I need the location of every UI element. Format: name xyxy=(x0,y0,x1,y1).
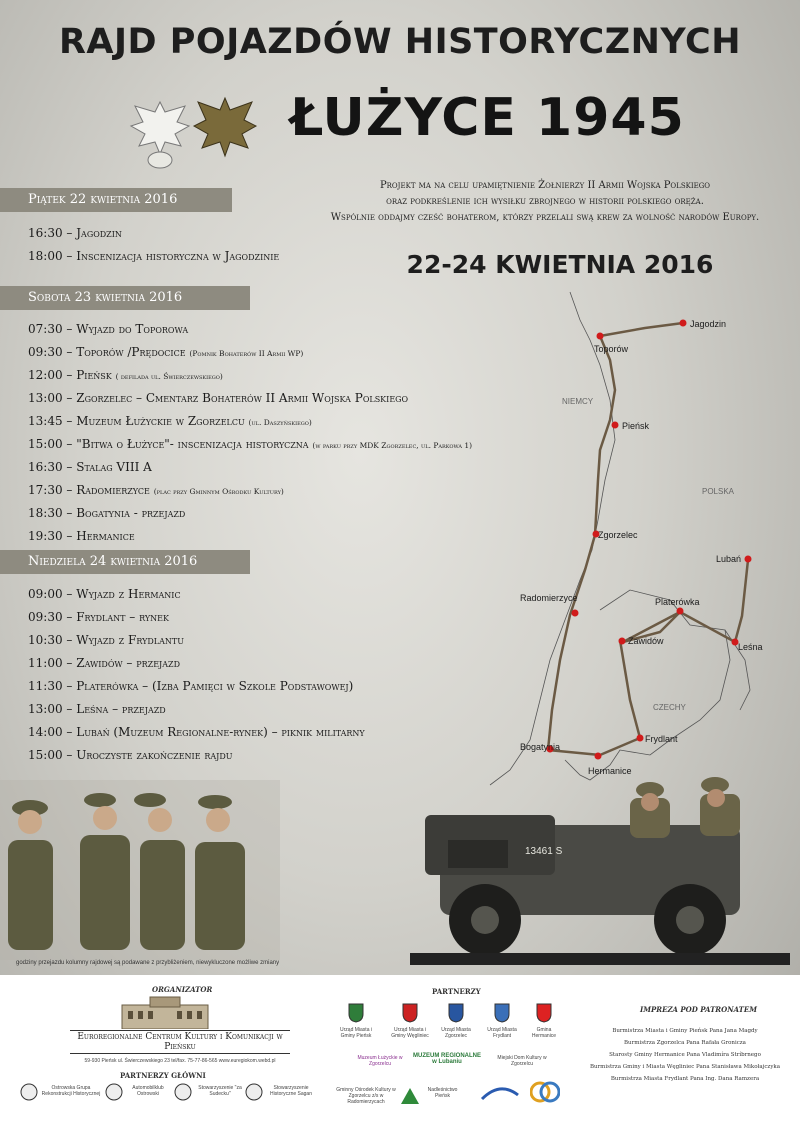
svg-text:Lubań: Lubań xyxy=(716,554,742,564)
disclaimer-note: godziny przejazdu kolumny rajdowej są podawane z przybliżeniem, niewykluczone możliwe zmiany xyxy=(16,960,280,966)
schedule-item: 15:00 – Uroczyste zakończenie rajdu xyxy=(28,748,233,762)
border-line xyxy=(565,590,730,780)
day-heading-saturday: Sobota 23 kwietnia 2016 xyxy=(0,286,250,310)
map-place-frydlant xyxy=(637,734,679,744)
country-label-czech: CZECHY xyxy=(653,703,686,712)
svg-text:Pieńsk: Pieńsk xyxy=(622,421,650,431)
schedule-item: 09:30 – Toporów /Prędocice (Pomnik Bohaterów II Armii WP) xyxy=(28,345,304,359)
patronage-title: IMPREZA POD PATRONATEM xyxy=(640,1005,757,1014)
schedule-item: 16:30 – Jagodzin xyxy=(28,226,122,240)
partner-name: Urząd Miasta Frydlant xyxy=(487,1027,517,1039)
map-place-bogatynia xyxy=(520,742,560,753)
vehicle-plate: 13461 S xyxy=(525,846,563,857)
partner-name: Gminny Ośrodek Kultury w Zgorzelcu z/s w Radomierzycach xyxy=(336,1087,396,1105)
country-label-poland: POLSKA xyxy=(702,487,735,496)
svg-text:Zgorzelec: Zgorzelec xyxy=(598,530,638,540)
map-place-luban xyxy=(716,554,752,564)
svg-text:Leśna: Leśna xyxy=(738,642,763,652)
route-line xyxy=(548,323,748,755)
country-label-germany: NIEMCY xyxy=(562,397,594,406)
schedule-item: 19:30 – Hermanice xyxy=(28,529,135,543)
forestry-logo-icon xyxy=(400,1087,420,1105)
eagle-emblem-icon xyxy=(125,92,195,172)
patronage-item: Burmistrza Gminy i Miasta Węgliniec Pana Stanisława Mikołajczyka xyxy=(589,1064,781,1070)
intro-text xyxy=(300,178,790,226)
coat-of-arms-icon xyxy=(402,1003,418,1023)
main-partner-name: Stowarzyszenie Historyczne Sagan xyxy=(270,1085,312,1097)
map-place-lesna xyxy=(732,639,763,653)
map-place-zgorzelec xyxy=(593,530,639,540)
eagle-emblem-icon xyxy=(190,90,260,170)
schedule-item: 09:00 – Wyjazd z Hermanic xyxy=(28,587,181,601)
svg-text:Platerówka: Platerówka xyxy=(655,597,700,607)
schedule-item: 18:30 – Bogatynia - przejazd xyxy=(28,506,186,520)
intro-line: Projekt ma na celu upamiętnienie Żołnierzy II Armii Wojska Polskiego xyxy=(379,180,711,191)
schedule-item: 07:30 – Wyjazd do Toporowa xyxy=(28,322,189,336)
coat-of-arms-icon xyxy=(348,1003,364,1023)
main-partners-title: PARTNERZY GŁÓWNI xyxy=(120,1071,206,1080)
partner-name: Nadleśnictwo Pieńsk xyxy=(427,1087,458,1099)
schedule-item: 09:30 – Frydlant – rynek xyxy=(28,610,169,624)
partner-name: Miejski Dom Kultury w Zgorzelcu xyxy=(497,1055,547,1067)
partner-name: Gmina Hermanice xyxy=(531,1027,557,1039)
schedule-friday xyxy=(28,226,279,272)
organizer-name: Euroregionalne Centrum Kultury i Komunikacji w Pieńsku xyxy=(70,1030,290,1054)
partner-name: Urząd Miasta i Gminy Węgliniec xyxy=(391,1027,429,1039)
partner-name: Urząd Miasta i Gminy Pieńsk xyxy=(340,1027,372,1039)
day-heading-friday: Piątek 22 kwietnia 2016 xyxy=(0,188,232,212)
schedule-item: 15:00 – "Bitwa o Łużyce"- inscenizacja historyczna (w parku przy MDK Zgorzelec, ul. Parkowa 1) xyxy=(28,437,473,451)
schedule-item: 12:00 – Pieńsk ( defilada ul. Świerczewskiego) xyxy=(28,368,223,382)
soldiers-illustration xyxy=(0,780,280,960)
partners-title: PARTNERZY xyxy=(432,987,481,996)
map-place-platerowka xyxy=(655,597,700,615)
patronage-item: Burmistrza Miasta Frydlant Pana Ing. Dana Ramzera xyxy=(610,1076,760,1082)
organizer-title: ORGANIZATOR xyxy=(152,985,213,994)
event-dates: 22-24 KWIETNIA 2016 xyxy=(406,250,714,279)
schedule-item: 11:30 – Platerówka – (Izba Pamięci w Szkole Podstawowej) xyxy=(28,679,354,693)
main-partner-name: Ostrowska Grupa Rekonstrukcji Historycznej xyxy=(41,1085,101,1097)
svg-text:Jagodzin: Jagodzin xyxy=(690,319,727,329)
svg-text:Radomierzyce: Radomierzyce xyxy=(520,593,578,603)
patronage-list xyxy=(585,1025,785,1085)
organizer-address: 59-930 Pieńsk ul. Świerczewskiego 23 tel/fax. 75-77-86-565 www.euregiokom.webd.pl xyxy=(84,1058,276,1064)
partner-name: Urząd Miasta Zgorzelec xyxy=(441,1027,471,1039)
schedule-item: 13:45 – Muzeum Łużyckie w Zgorzelcu (ul. Daszyńskiego) xyxy=(28,414,312,428)
partner-name: MUZEUM REGIONALNE w Lubaniu xyxy=(413,1053,481,1065)
day-heading-sunday: Niedziela 24 kwietnia 2016 xyxy=(0,550,250,574)
coat-of-arms-icon xyxy=(448,1003,464,1023)
schedule-item: 16:30 – Stalag VIII A xyxy=(28,460,152,474)
schedule-item: 14:00 – Lubań (Muzeum Regionalne-rynek) – piknik militarny xyxy=(28,725,365,739)
schedule-item: 13:00 – Leśna – przejazd xyxy=(28,702,166,716)
map-place-jagodzin xyxy=(680,319,727,329)
organizer-building-logo xyxy=(120,995,210,1029)
coat-of-arms-icon xyxy=(536,1003,552,1023)
schedule-item: 11:00 – Zawidów – przejazd xyxy=(28,656,180,670)
map-place-piensk xyxy=(612,421,650,431)
partner-logo-icon xyxy=(530,1079,560,1105)
main-partner-name: Automobilklub Ostrowski xyxy=(132,1085,164,1097)
coat-of-arms-icon xyxy=(494,1003,510,1023)
title-line-2: ŁUŻYCE 1945 xyxy=(290,88,685,148)
schedule-item: 17:30 – Radomierzyce (plac przy Gminnym Ośrodku Kultury) xyxy=(28,483,284,497)
route-map xyxy=(470,280,800,800)
partner-name: Muzeum Łużyckie w Zgorzelcu xyxy=(357,1055,403,1067)
footer xyxy=(0,975,800,1129)
map-place-zawidow xyxy=(619,636,665,646)
main-partner-name: Stowarzyszenie "za Sudecku" xyxy=(198,1085,242,1097)
svg-text:Hermanice: Hermanice xyxy=(588,766,632,776)
patronage-item: Starosty Gminy Hermanice Pana Vladimíra Stríbrnego xyxy=(609,1052,761,1058)
partner-logo-icon xyxy=(105,1083,123,1101)
svg-text:Toporów: Toporów xyxy=(594,344,629,354)
patronage-item: Burmistrza Zgorzelca Pana Rafała Gronicza xyxy=(624,1040,746,1046)
svg-text:Frydlant: Frydlant xyxy=(645,734,678,744)
patronage-item: Burmistrza Miasta i Gminy Pieńsk Pana Jana Magdy xyxy=(612,1028,758,1034)
schedule-sunday xyxy=(28,587,365,771)
jeep-illustration xyxy=(410,770,790,965)
map-place-toporow xyxy=(594,333,629,355)
schedule-item: 10:30 – Wyjazd z Frydlantu xyxy=(28,633,184,647)
intro-line: Wspólnie oddajmy cześć bohaterom, którzy przelali swą krew za wolność narodów Europy. xyxy=(330,212,760,223)
schedule-item: 13:00 – Zgorzelec – Cmentarz Bohaterów II Armii Wojska Polskiego xyxy=(28,391,409,405)
intro-line: oraz podkreślenie ich wysiłku zbrojnego w historii polskiego oręża. xyxy=(386,196,704,207)
partner-logo-icon xyxy=(480,1081,520,1103)
schedule-saturday xyxy=(28,322,472,552)
svg-text:Bogatynia: Bogatynia xyxy=(520,742,561,752)
schedule-item: 18:00 – Inscenizacja historyczna w Jagodzinie xyxy=(28,249,280,263)
svg-text:Zawidów: Zawidów xyxy=(628,636,664,646)
title-line-1: RAJD POJAZDÓW HISTORYCZNYCH xyxy=(58,22,741,62)
